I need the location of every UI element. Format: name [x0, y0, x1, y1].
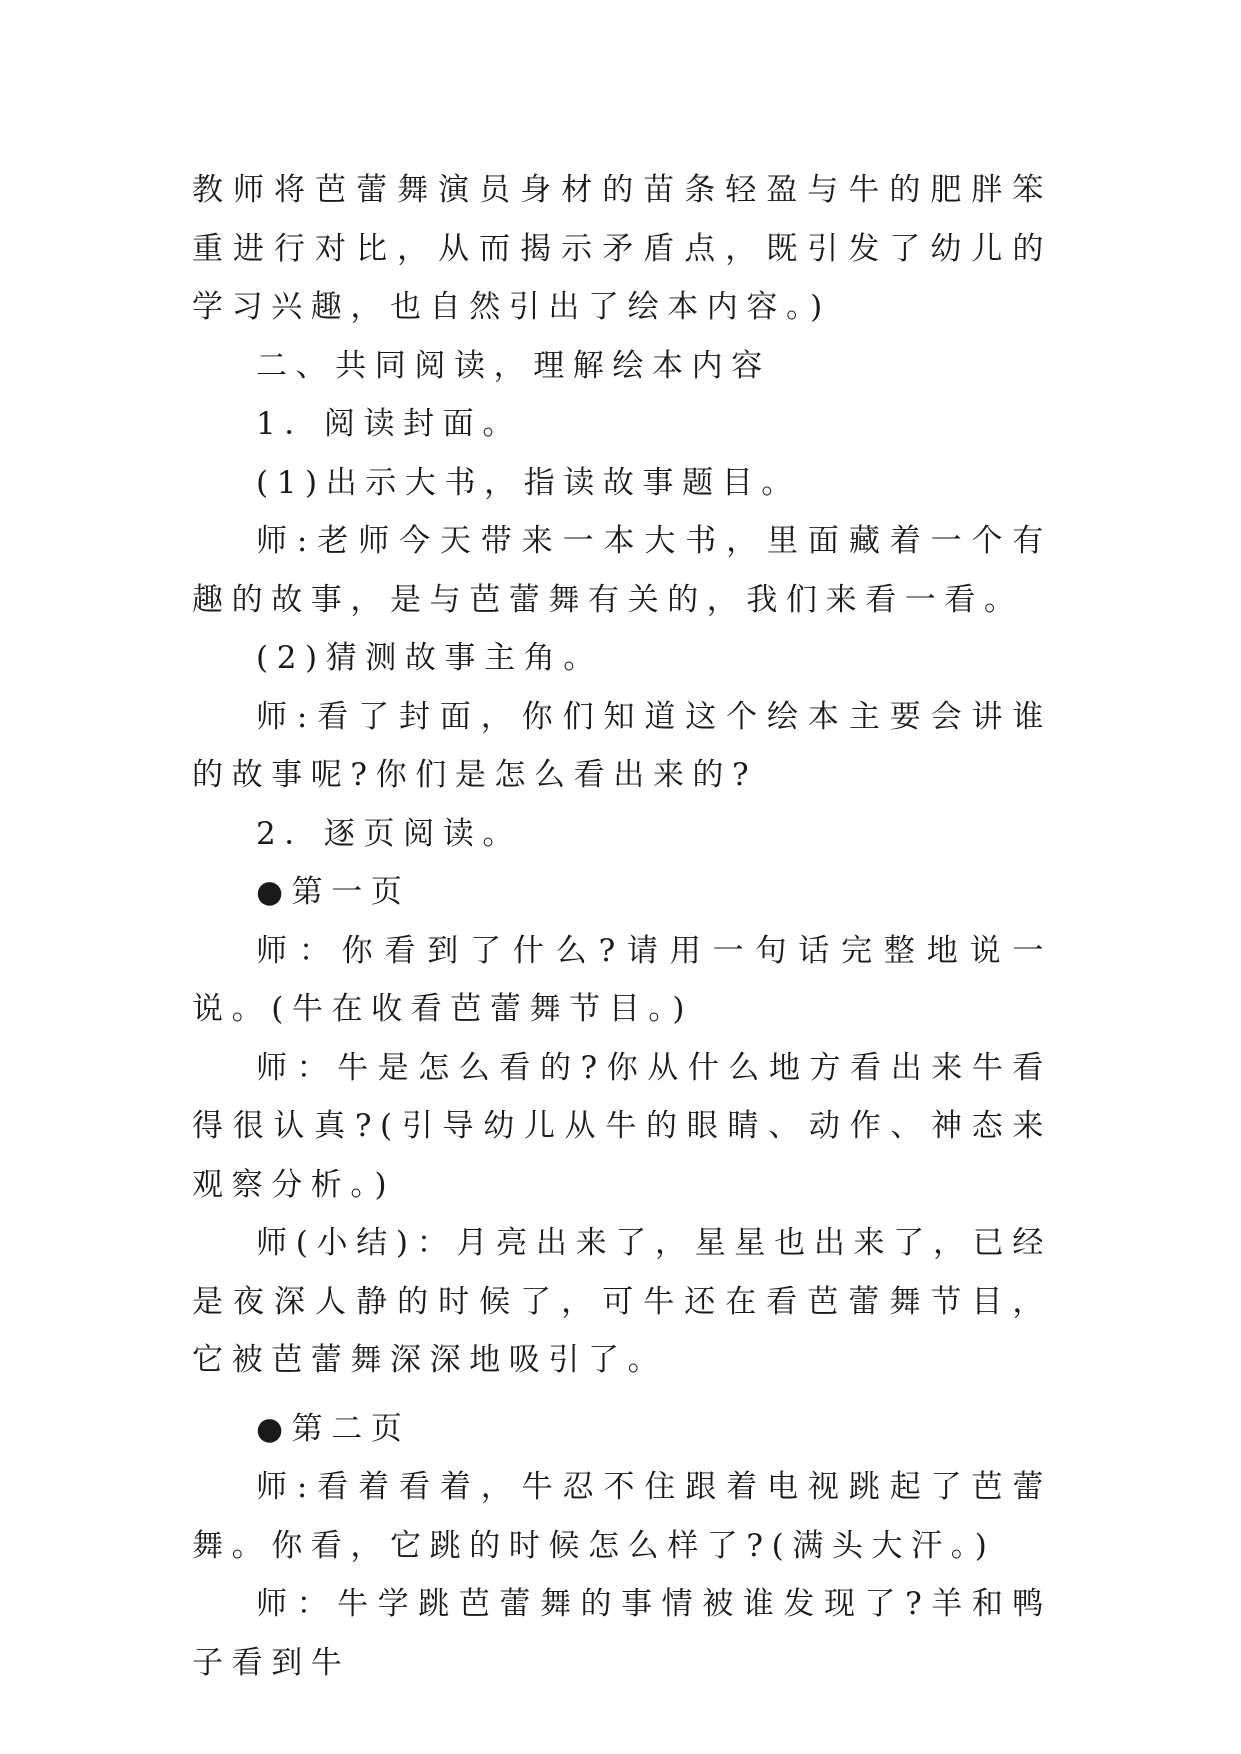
teacher-line: 师:看了封面，你们知道这个绘本主要会讲谁的故事呢?你们是怎么看出来的?	[192, 698, 1052, 793]
page-marker: ●第一页	[256, 874, 411, 910]
page-marker: ●第二页	[256, 1410, 411, 1447]
section-heading: 二、共同阅读，理解绘本内容	[256, 347, 771, 384]
document-body	[192, 161, 1052, 1692]
teacher-line: 师:老师今天带来一本大书，里面藏着一个有趣的故事，是与芭蕾舞有关的，我们来看一看。	[192, 523, 1052, 618]
sub-step: (1)出示大书，指读故事题目。	[256, 464, 801, 501]
step-heading: 2．逐页阅读。	[256, 815, 522, 852]
teacher-line: 师：牛是怎么看的?你从什么地方看出来牛看得很认真?(引导幼儿从牛的眼睛、动作、神态来观察分析。)	[192, 1049, 1052, 1203]
teacher-line: 师：你看到了什么?请用一句话完整地说一说。(牛在收看芭蕾舞节目。)	[192, 932, 1052, 1027]
sub-step: (2)猜测故事主角。	[256, 640, 603, 676]
paragraph-intro-comment: 教师将芭蕾舞演员身材的苗条轻盈与牛的肥胖笨重进行对比，从而揭示矛盾点，既引发了幼儿的学习兴趣，也自然引出了绘本内容。)	[192, 172, 1052, 325]
step-heading: 1．阅读封面。	[256, 406, 522, 442]
teacher-line: 师:看着看着，牛忍不住跟着电视跳起了芭蕾舞。你看，它跳的时候怎么样了?(满头大汗。)	[192, 1469, 1052, 1564]
teacher-line: 师：牛学跳芭蕾舞的事情被谁发现了?羊和鸭子看到牛	[192, 1586, 1052, 1681]
teacher-summary: 师(小结)：月亮出来了，星星也出来了，已经是夜深人静的时候了，可牛还在看芭蕾舞节目，它被芭蕾舞深深地吸引了。	[192, 1225, 1052, 1378]
